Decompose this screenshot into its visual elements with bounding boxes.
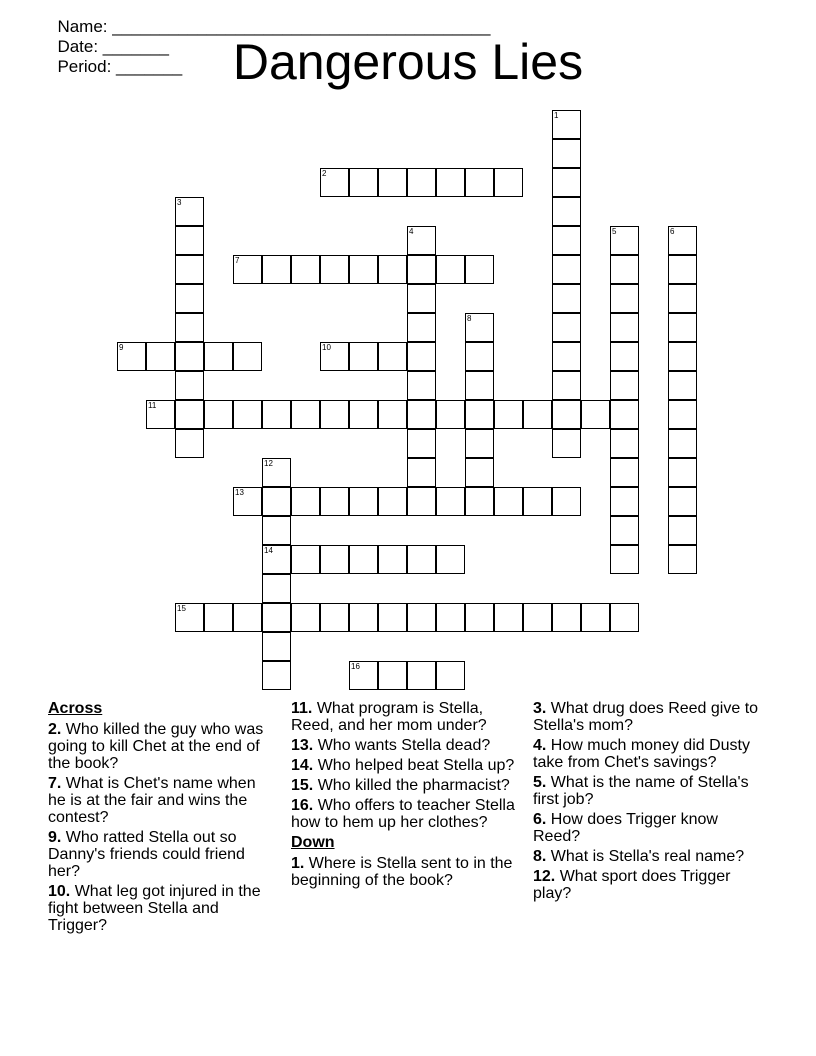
grid-cell[interactable] <box>407 603 436 632</box>
grid-cell[interactable] <box>175 429 204 458</box>
grid-cell[interactable] <box>233 342 262 371</box>
grid-cell[interactable] <box>465 255 494 284</box>
grid-cell[interactable] <box>552 197 581 226</box>
grid-cell[interactable] <box>610 458 639 487</box>
clue-across-10: 10. What leg got injured in the fight between Stella and Trigger? <box>48 883 261 934</box>
grid-cell[interactable] <box>552 313 581 342</box>
clue-number: 4 <box>409 227 414 236</box>
grid-cell[interactable] <box>407 661 436 690</box>
grid-cell[interactable] <box>378 168 407 197</box>
grid-cell[interactable] <box>262 458 291 487</box>
grid-cell[interactable] <box>668 284 697 313</box>
grid-cell[interactable] <box>320 487 349 516</box>
grid-cell[interactable] <box>610 255 639 284</box>
grid-cell[interactable] <box>465 458 494 487</box>
page-title: Dangerous Lies <box>232 34 584 90</box>
grid-cell[interactable] <box>175 603 204 632</box>
grid-cell[interactable] <box>291 545 320 574</box>
grid-cell[interactable] <box>349 603 378 632</box>
grid-cell[interactable] <box>436 661 465 690</box>
grid-cell[interactable] <box>175 226 204 255</box>
grid-cell[interactable] <box>552 284 581 313</box>
grid-cell[interactable] <box>610 603 639 632</box>
grid-cell[interactable] <box>175 342 204 371</box>
grid-cell[interactable] <box>204 400 233 429</box>
grid-cell[interactable] <box>233 487 262 516</box>
clue-across-14: 14. Who helped beat Stella up? <box>291 757 515 774</box>
grid-cell[interactable] <box>349 342 378 371</box>
grid-cell[interactable] <box>465 487 494 516</box>
grid-cell[interactable] <box>262 487 291 516</box>
grid-cell[interactable] <box>349 487 378 516</box>
grid-cell[interactable] <box>668 429 697 458</box>
grid-cell[interactable] <box>668 313 697 342</box>
grid-cell[interactable] <box>523 487 552 516</box>
grid-cell[interactable] <box>320 342 349 371</box>
across-heading: Across <box>48 700 103 717</box>
clue-across-15: 15. Who killed the pharmacist? <box>291 777 510 794</box>
clue-number: 8 <box>467 314 472 323</box>
grid-cell[interactable] <box>349 545 378 574</box>
grid-cell[interactable] <box>175 371 204 400</box>
grid-cell[interactable] <box>610 342 639 371</box>
grid-cell[interactable] <box>349 661 378 690</box>
clue-number: 9 <box>119 343 124 352</box>
grid-cell[interactable] <box>407 371 436 400</box>
grid-cell[interactable] <box>552 255 581 284</box>
grid-cell[interactable] <box>378 661 407 690</box>
clue-number: 1 <box>554 111 559 120</box>
grid-cell[interactable] <box>465 342 494 371</box>
grid-cell[interactable] <box>262 545 291 574</box>
clues-column-1 <box>48 700 273 937</box>
grid-cell[interactable] <box>465 313 494 342</box>
grid-cell[interactable] <box>262 661 291 690</box>
grid-cell[interactable] <box>407 255 436 284</box>
clue-across-16: 16. Who offers to teacher Stella how to hem up her clothes? <box>291 797 515 831</box>
period-field[interactable]: Period: _______ <box>57 57 183 76</box>
grid-cell[interactable] <box>436 603 465 632</box>
grid-cell[interactable] <box>610 313 639 342</box>
grid-cell[interactable] <box>407 429 436 458</box>
grid-cell[interactable] <box>378 545 407 574</box>
grid-cell[interactable] <box>610 545 639 574</box>
grid-cell[interactable] <box>552 110 581 139</box>
grid-cell[interactable] <box>204 342 233 371</box>
grid-cell[interactable] <box>407 487 436 516</box>
clue-number: 10 <box>322 343 331 352</box>
clue-number: 3 <box>177 198 182 207</box>
clue-down-3: 3. What drug does Reed give to Stella's mom? <box>533 700 759 734</box>
grid-cell[interactable] <box>494 168 523 197</box>
grid-cell[interactable] <box>407 226 436 255</box>
grid-cell[interactable] <box>465 400 494 429</box>
clues-column-3 <box>533 700 768 905</box>
grid-cell[interactable] <box>349 168 378 197</box>
grid-cell[interactable] <box>523 400 552 429</box>
grid-cell[interactable] <box>552 487 581 516</box>
grid-cell[interactable] <box>610 284 639 313</box>
clue-number: 11 <box>148 401 157 410</box>
grid-cell[interactable] <box>668 342 697 371</box>
grid-cell[interactable] <box>291 487 320 516</box>
clues-column-2 <box>291 700 519 892</box>
grid-cell[interactable] <box>291 603 320 632</box>
clue-number: 16 <box>351 662 360 671</box>
clue-down-12: 12. What sport does Trigger play? <box>533 868 731 902</box>
grid-cell[interactable] <box>610 429 639 458</box>
grid-cell[interactable] <box>668 516 697 545</box>
grid-cell[interactable] <box>610 226 639 255</box>
grid-cell[interactable] <box>436 400 465 429</box>
grid-cell[interactable] <box>175 313 204 342</box>
grid-cell[interactable] <box>610 516 639 545</box>
grid-cell[interactable] <box>465 429 494 458</box>
clue-down-8: 8. What is Stella's real name? <box>533 848 745 865</box>
grid-cell[interactable] <box>552 400 581 429</box>
grid-cell[interactable] <box>262 516 291 545</box>
clue-across-2: 2. Who killed the guy who was going to kill Chet at the end of the book? <box>48 721 264 772</box>
grid-cell[interactable] <box>610 400 639 429</box>
grid-cell[interactable] <box>349 255 378 284</box>
grid-cell[interactable] <box>552 429 581 458</box>
grid-cell[interactable] <box>233 255 262 284</box>
grid-cell[interactable] <box>552 226 581 255</box>
grid-cell[interactable] <box>378 603 407 632</box>
grid-cell[interactable] <box>175 284 204 313</box>
grid-cell[interactable] <box>262 400 291 429</box>
grid-cell[interactable] <box>552 168 581 197</box>
clue-number: 15 <box>177 604 186 613</box>
grid-cell[interactable] <box>407 313 436 342</box>
grid-cell[interactable] <box>175 255 204 284</box>
grid-cell[interactable] <box>378 487 407 516</box>
clue-down-6: 6. How does Trigger know Reed? <box>533 811 718 845</box>
grid-cell[interactable] <box>668 371 697 400</box>
clue-number: 2 <box>322 169 327 178</box>
grid-cell[interactable] <box>407 458 436 487</box>
grid-cell[interactable] <box>494 487 523 516</box>
grid-cell[interactable] <box>407 545 436 574</box>
grid-cell[interactable] <box>668 255 697 284</box>
grid-cell[interactable] <box>581 603 610 632</box>
clue-number: 12 <box>264 459 273 468</box>
grid-cell[interactable] <box>233 603 262 632</box>
grid-cell[interactable] <box>668 458 697 487</box>
grid-cell[interactable] <box>378 255 407 284</box>
clue-number: 5 <box>612 227 617 236</box>
grid-cell[interactable] <box>668 487 697 516</box>
grid-cell[interactable] <box>262 255 291 284</box>
clue-down-1: 1. Where is Stella sent to in the beginning of the book? <box>291 855 513 889</box>
grid-cell[interactable] <box>233 400 262 429</box>
grid-cell[interactable] <box>436 168 465 197</box>
grid-cell[interactable] <box>436 545 465 574</box>
grid-cell[interactable] <box>320 545 349 574</box>
grid-cell[interactable] <box>668 226 697 255</box>
clue-down-4: 4. How much money did Dusty take from Chet's savings? <box>533 737 750 771</box>
clue-down-5: 5. What is the name of Stella's first job? <box>533 774 749 808</box>
clue-across-11: 11. What program is Stella, Reed, and her mom under? <box>291 700 487 734</box>
grid-cell[interactable] <box>465 371 494 400</box>
grid-cell[interactable] <box>146 342 175 371</box>
grid-cell[interactable] <box>262 603 291 632</box>
grid-cell[interactable] <box>465 168 494 197</box>
grid-cell[interactable] <box>407 342 436 371</box>
grid-cell[interactable] <box>407 168 436 197</box>
grid-cell[interactable] <box>204 603 233 632</box>
grid-cell[interactable] <box>436 255 465 284</box>
clue-across-13: 13. Who wants Stella dead? <box>291 737 491 754</box>
grid-cell[interactable] <box>581 400 610 429</box>
grid-cell[interactable] <box>291 255 320 284</box>
grid-cell[interactable] <box>175 400 204 429</box>
grid-cell[interactable] <box>320 168 349 197</box>
grid-cell[interactable] <box>668 545 697 574</box>
grid-cell[interactable] <box>494 400 523 429</box>
grid-cell[interactable] <box>552 603 581 632</box>
clue-across-9: 9. Who ratted Stella out so Danny's friends could friend her? <box>48 829 245 880</box>
grid-cell[interactable] <box>117 342 146 371</box>
grid-cell[interactable] <box>668 400 697 429</box>
grid-cell[interactable] <box>523 603 552 632</box>
grid-cell[interactable] <box>436 487 465 516</box>
name-field[interactable]: Name: ________________________________________ <box>57 17 491 36</box>
clue-number: 13 <box>235 488 244 497</box>
grid-cell[interactable] <box>262 632 291 661</box>
clue-across-7: 7. What is Chet's name when he is at the fair and wins the contest? <box>48 775 256 826</box>
clue-number: 14 <box>264 546 273 555</box>
grid-cell[interactable] <box>378 342 407 371</box>
grid-cell[interactable] <box>175 197 204 226</box>
grid-cell[interactable] <box>407 400 436 429</box>
grid-cell[interactable] <box>552 371 581 400</box>
grid-cell[interactable] <box>378 400 407 429</box>
grid-cell[interactable] <box>552 139 581 168</box>
grid-cell[interactable] <box>146 400 175 429</box>
grid-cell[interactable] <box>407 284 436 313</box>
grid-cell[interactable] <box>610 371 639 400</box>
grid-cell[interactable] <box>320 255 349 284</box>
grid-cell[interactable] <box>552 342 581 371</box>
grid-cell[interactable] <box>291 400 320 429</box>
grid-cell[interactable] <box>320 400 349 429</box>
date-field[interactable]: Date: _______ <box>57 37 169 56</box>
grid-cell[interactable] <box>494 603 523 632</box>
down-heading: Down <box>291 834 335 851</box>
clue-number: 7 <box>235 256 240 265</box>
grid-cell[interactable] <box>262 574 291 603</box>
grid-cell[interactable] <box>465 603 494 632</box>
grid-cell[interactable] <box>349 400 378 429</box>
grid-cell[interactable] <box>320 603 349 632</box>
clue-number: 6 <box>670 227 675 236</box>
grid-cell[interactable] <box>610 487 639 516</box>
